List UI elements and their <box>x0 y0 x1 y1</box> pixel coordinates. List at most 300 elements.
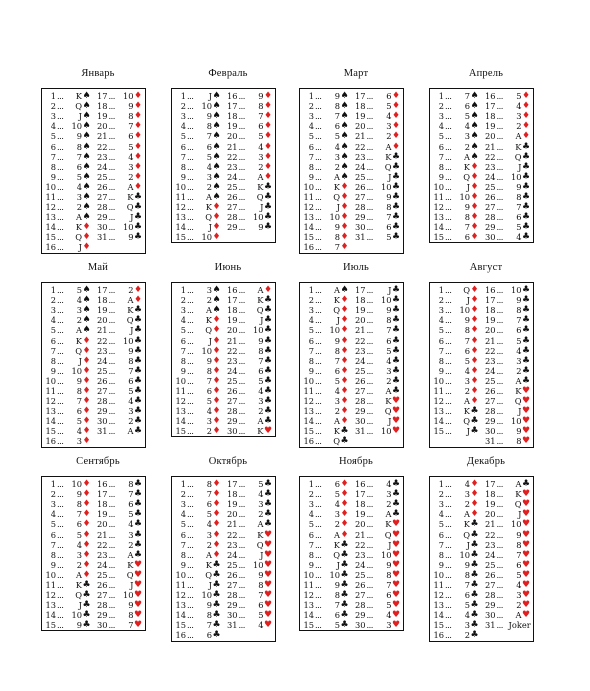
day-number: 27 <box>96 590 108 601</box>
day-row <box>300 519 352 529</box>
day-row <box>172 600 224 610</box>
day-row <box>482 570 534 580</box>
diamond-icon: ♦ <box>340 325 349 336</box>
day-row <box>42 570 94 580</box>
spade-icon: ♠ <box>340 141 349 152</box>
dots-leader: ... <box>496 325 503 336</box>
day-row <box>430 406 482 416</box>
day-column <box>352 285 404 447</box>
day-row <box>482 386 534 396</box>
month-name: Январь <box>81 68 115 79</box>
day-row <box>482 590 534 600</box>
dots-leader: ... <box>238 569 245 580</box>
day-row <box>430 131 482 141</box>
card-rank: 5 <box>258 131 264 142</box>
heart-icon: ♥ <box>263 600 273 611</box>
diamond-icon: ♦ <box>212 355 221 366</box>
dots-leader: ... <box>315 396 322 407</box>
day-number: 30 <box>96 416 108 427</box>
day-row <box>42 499 94 509</box>
diamond-icon: ♦ <box>212 385 221 396</box>
card-rank: 8 <box>516 191 522 202</box>
card-rank: 9 <box>516 529 522 540</box>
day-number: 2 <box>180 489 186 500</box>
diamond-icon: ♦ <box>340 509 349 520</box>
dots-leader: ... <box>108 91 115 102</box>
heart-icon: ♥ <box>133 620 143 631</box>
day-number: 8 <box>50 355 56 366</box>
heart-icon: ♥ <box>391 610 401 621</box>
day-number: 10 <box>45 181 56 192</box>
dots-leader: ... <box>315 375 322 386</box>
club-icon: ♣ <box>391 355 401 366</box>
dots-leader: ... <box>366 610 373 621</box>
day-row <box>42 172 94 182</box>
dots-leader: ... <box>187 325 194 336</box>
day-row <box>482 131 534 141</box>
card-rank: 4 <box>258 385 264 396</box>
day-number: 16 <box>45 242 56 253</box>
dots-leader: ... <box>238 315 245 326</box>
day-number: 20 <box>226 509 238 520</box>
card-rank: 9 <box>76 375 82 386</box>
day-row <box>300 242 352 252</box>
day-number: 21 <box>96 325 108 336</box>
club-icon: ♣ <box>133 335 143 346</box>
spade-icon: ♠ <box>82 101 91 112</box>
day-column <box>352 479 404 630</box>
heart-icon: ♥ <box>133 579 143 590</box>
day-row <box>172 406 224 416</box>
day-row <box>300 376 352 386</box>
day-row <box>172 590 224 600</box>
dots-leader: ... <box>445 406 452 417</box>
dots-leader: ... <box>366 406 373 417</box>
club-icon: ♣ <box>133 396 143 407</box>
card-rank: 7 <box>464 335 470 346</box>
day-row <box>430 315 482 325</box>
day-row <box>430 590 482 600</box>
day-row <box>430 560 482 570</box>
dots-leader: ... <box>108 325 115 336</box>
card-rank: 10 <box>329 569 340 580</box>
day-row <box>42 305 94 315</box>
day-number: 4 <box>438 121 444 132</box>
dots-leader: ... <box>57 499 64 510</box>
dots-leader: ... <box>496 305 503 316</box>
spade-icon: ♠ <box>470 121 479 132</box>
day-number: 6 <box>308 335 314 346</box>
card-rank: K <box>515 141 522 152</box>
day-row <box>94 111 146 121</box>
club-icon: ♣ <box>263 385 273 396</box>
spade-icon: ♠ <box>82 305 91 316</box>
card-rank: K <box>463 519 470 530</box>
card-rank: 5 <box>386 232 392 243</box>
card-rank: 8 <box>516 436 522 447</box>
club-icon: ♣ <box>521 212 531 223</box>
dots-leader: ... <box>366 232 373 243</box>
day-row <box>94 386 146 396</box>
day-row <box>42 416 94 426</box>
day-row <box>430 182 482 192</box>
day-number: 7 <box>50 345 56 356</box>
spade-icon: ♠ <box>82 285 91 296</box>
diamond-icon: ♦ <box>133 295 143 306</box>
day-row <box>42 325 94 335</box>
dots-leader: ... <box>238 91 245 102</box>
day-number: 12 <box>175 396 186 407</box>
dots-leader: ... <box>57 385 64 396</box>
day-row <box>42 131 94 141</box>
day-number: 15 <box>303 232 314 243</box>
card-rank: 3 <box>516 355 522 366</box>
day-row <box>430 396 482 406</box>
dots-leader: ... <box>187 385 194 396</box>
card-rank: 5 <box>76 529 82 540</box>
day-row <box>94 222 146 232</box>
card-rank: 9 <box>334 335 340 346</box>
day-row <box>94 182 146 192</box>
day-row <box>224 499 276 509</box>
month-columns <box>300 285 403 447</box>
spade-icon: ♠ <box>212 285 221 296</box>
day-number: 27 <box>96 191 108 202</box>
diamond-icon: ♦ <box>82 406 91 417</box>
dots-leader: ... <box>366 222 373 233</box>
day-row <box>482 580 534 590</box>
dots-leader: ... <box>108 509 115 520</box>
diamond-icon: ♦ <box>470 489 479 500</box>
day-row <box>482 305 534 315</box>
card-rank: J <box>466 295 470 306</box>
day-number: 29 <box>484 416 496 427</box>
card-rank: J <box>466 426 470 437</box>
card-rank: A <box>257 171 264 182</box>
card-rank: Q <box>514 396 522 407</box>
card-rank: 5 <box>76 285 82 296</box>
day-number: 10 <box>433 181 444 192</box>
dots-leader: ... <box>366 396 373 407</box>
card-rank: A <box>334 285 340 296</box>
diamond-icon: ♦ <box>340 305 349 316</box>
day-number: 19 <box>96 509 108 520</box>
dots-leader: ... <box>57 436 64 447</box>
diamond-icon: ♦ <box>391 111 401 122</box>
day-number: 4 <box>180 315 186 326</box>
dots-leader: ... <box>445 365 452 376</box>
dots-leader: ... <box>108 222 115 233</box>
day-row <box>482 222 534 232</box>
card-rank: K <box>385 396 392 407</box>
club-icon: ♣ <box>133 202 143 213</box>
day-number: 10 <box>303 569 314 580</box>
day-row <box>482 376 534 386</box>
day-row <box>300 315 352 325</box>
day-number: 9 <box>308 171 314 182</box>
card-rank: 8 <box>76 141 82 152</box>
dots-leader: ... <box>57 295 64 306</box>
day-row <box>224 335 276 345</box>
day-number: 16 <box>354 479 366 490</box>
dots-leader: ... <box>57 416 64 427</box>
diamond-icon: ♦ <box>340 529 349 540</box>
day-row <box>300 386 352 396</box>
dots-leader: ... <box>315 315 322 326</box>
card-rank: 7 <box>516 315 522 326</box>
dots-leader: ... <box>238 600 245 611</box>
dots-leader: ... <box>315 385 322 396</box>
dots-leader: ... <box>108 426 115 437</box>
card-rank: 3 <box>386 365 392 376</box>
day-number: 2 <box>438 101 444 112</box>
day-row <box>224 396 276 406</box>
dots-leader: ... <box>366 191 373 202</box>
club-icon: ♣ <box>391 375 401 386</box>
diamond-icon: ♦ <box>133 131 143 142</box>
day-number: 1 <box>180 479 186 490</box>
club-icon: ♣ <box>521 305 531 316</box>
day-row <box>94 406 146 416</box>
dots-leader: ... <box>187 212 194 223</box>
spade-icon: ♠ <box>82 131 91 142</box>
day-row <box>224 489 276 499</box>
heart-icon: ♥ <box>263 549 273 560</box>
day-row <box>300 436 352 446</box>
day-number: 22 <box>354 141 366 152</box>
diamond-icon: ♦ <box>470 396 479 407</box>
card-rank: 4 <box>258 489 264 500</box>
day-number: 23 <box>96 151 108 162</box>
diamond-icon: ♦ <box>340 416 349 427</box>
day-number: 16 <box>96 479 108 490</box>
day-row <box>352 620 404 630</box>
day-column <box>42 285 94 447</box>
club-icon: ♣ <box>391 171 401 182</box>
day-number: 30 <box>484 426 496 437</box>
card-rank: 3 <box>206 171 212 182</box>
day-number: 11 <box>433 579 444 590</box>
club-icon: ♣ <box>133 509 143 520</box>
day-row <box>482 529 534 539</box>
dots-leader: ... <box>445 91 452 102</box>
card-rank: Q <box>333 305 340 316</box>
day-number: 14 <box>175 416 186 427</box>
day-number: 22 <box>484 529 496 540</box>
dots-leader: ... <box>238 101 245 112</box>
dots-leader: ... <box>57 212 64 223</box>
club-icon: ♣ <box>391 151 401 162</box>
day-number: 28 <box>96 202 108 213</box>
diamond-icon: ♦ <box>340 355 349 366</box>
day-row <box>300 489 352 499</box>
day-number: 19 <box>484 121 496 132</box>
day-row <box>300 406 352 416</box>
dots-leader: ... <box>108 121 115 132</box>
day-row <box>42 376 94 386</box>
dots-leader: ... <box>238 590 245 601</box>
club-icon: ♣ <box>263 519 273 530</box>
dots-leader: ... <box>238 489 245 500</box>
club-icon: ♣ <box>340 569 349 580</box>
spade-icon: ♠ <box>340 151 349 162</box>
day-row <box>94 570 146 580</box>
dots-leader: ... <box>238 191 245 202</box>
day-row <box>430 489 482 499</box>
day-row <box>94 479 146 489</box>
dots-leader: ... <box>315 620 322 631</box>
dots-leader: ... <box>445 131 452 142</box>
day-number: 21 <box>96 529 108 540</box>
club-icon: ♣ <box>470 569 479 580</box>
card-rank: 5 <box>128 509 134 520</box>
dots-leader: ... <box>445 222 452 233</box>
club-icon: ♣ <box>391 285 401 296</box>
card-rank: A <box>515 479 522 490</box>
card-rank: 10 <box>459 305 470 316</box>
day-number: 18 <box>354 499 366 510</box>
day-number: 6 <box>180 335 186 346</box>
day-number: 4 <box>50 315 56 326</box>
card-rank: 9 <box>516 181 522 192</box>
day-number: 25 <box>226 181 238 192</box>
diamond-icon: ♦ <box>82 365 91 376</box>
day-row <box>224 101 276 111</box>
day-row <box>224 111 276 121</box>
day-number: 13 <box>433 406 444 417</box>
day-column <box>172 479 224 641</box>
card-rank: 5 <box>334 489 340 500</box>
day-number: 3 <box>180 305 186 316</box>
dots-leader: ... <box>238 295 245 306</box>
dots-leader: ... <box>445 141 452 152</box>
day-row <box>172 335 224 345</box>
day-number: 20 <box>96 315 108 326</box>
day-number: 19 <box>484 315 496 326</box>
spade-icon: ♠ <box>470 131 479 142</box>
card-rank: 10 <box>122 335 134 346</box>
dots-leader: ... <box>315 479 322 490</box>
dots-leader: ... <box>315 212 322 223</box>
club-icon: ♣ <box>263 416 273 427</box>
dots-leader: ... <box>108 499 115 510</box>
day-row <box>42 242 94 252</box>
card-rank: 4 <box>128 396 134 407</box>
day-column <box>482 479 534 641</box>
card-rank: 8 <box>128 111 134 122</box>
club-icon: ♣ <box>212 620 221 631</box>
club-icon: ♣ <box>263 396 273 407</box>
dots-leader: ... <box>366 355 373 366</box>
day-row <box>352 152 404 162</box>
dots-leader: ... <box>496 335 503 346</box>
day-number: 21 <box>226 519 238 530</box>
dots-leader: ... <box>187 396 194 407</box>
card-rank: 8 <box>128 355 134 366</box>
card-rank: 7 <box>258 111 264 122</box>
day-row <box>42 426 94 436</box>
diamond-icon: ♦ <box>82 559 91 570</box>
day-row <box>94 590 146 600</box>
day-number: 23 <box>226 539 238 550</box>
day-row <box>224 222 276 232</box>
day-row <box>300 131 352 141</box>
card-rank: 6 <box>76 161 82 172</box>
card-rank: K <box>463 161 470 172</box>
day-number: 18 <box>96 295 108 306</box>
day-number: 23 <box>96 345 108 356</box>
month-name: Июль <box>343 262 369 273</box>
day-row <box>42 600 94 610</box>
heart-icon: ♥ <box>263 529 273 540</box>
card-rank: 4 <box>258 620 264 631</box>
day-number: 3 <box>50 499 56 510</box>
joker-card: Joker <box>508 620 531 631</box>
day-row <box>352 479 404 489</box>
card-rank: J <box>388 285 392 296</box>
dots-leader: ... <box>187 499 194 510</box>
dots-leader: ... <box>445 590 452 601</box>
day-row <box>352 141 404 151</box>
card-rank: 4 <box>334 385 340 396</box>
day-column <box>482 91 534 242</box>
card-rank: 2 <box>386 499 392 510</box>
day-number: 29 <box>96 610 108 621</box>
card-rank: A <box>515 131 522 142</box>
day-number: 28 <box>226 212 238 223</box>
day-number: 23 <box>226 355 238 366</box>
card-rank: 10 <box>201 345 212 356</box>
dots-leader: ... <box>445 315 452 326</box>
card-rank: 8 <box>128 610 134 621</box>
day-row <box>94 396 146 406</box>
day-row <box>482 620 534 630</box>
diamond-icon: ♦ <box>212 375 221 386</box>
card-rank: J <box>260 202 264 213</box>
diamond-icon: ♦ <box>470 375 479 386</box>
card-rank: 7 <box>76 509 82 520</box>
card-rank: 6 <box>334 610 340 621</box>
day-row <box>352 489 404 499</box>
month-table <box>299 282 404 448</box>
spade-icon: ♠ <box>340 111 349 122</box>
dots-leader: ... <box>366 315 373 326</box>
card-rank: 6 <box>334 365 340 376</box>
club-icon: ♣ <box>82 600 91 611</box>
card-rank: 2 <box>464 141 470 152</box>
club-icon: ♣ <box>133 325 143 336</box>
dots-leader: ... <box>57 396 64 407</box>
dots-leader: ... <box>315 141 322 152</box>
dots-leader: ... <box>187 569 194 580</box>
day-number: 1 <box>50 91 56 102</box>
dots-leader: ... <box>238 610 245 621</box>
day-row <box>172 550 224 560</box>
dots-leader: ... <box>57 91 64 102</box>
card-rank: 2 <box>128 416 134 427</box>
day-row <box>430 232 482 242</box>
dots-leader: ... <box>108 529 115 540</box>
spade-icon: ♠ <box>82 181 91 192</box>
day-number: 15 <box>175 232 186 243</box>
day-number: 19 <box>354 111 366 122</box>
heart-icon: ♥ <box>521 426 531 437</box>
card-rank: 7 <box>128 365 134 376</box>
day-row <box>172 620 224 630</box>
day-column <box>224 91 276 242</box>
card-rank: 5 <box>76 171 82 182</box>
month-table <box>299 476 404 631</box>
